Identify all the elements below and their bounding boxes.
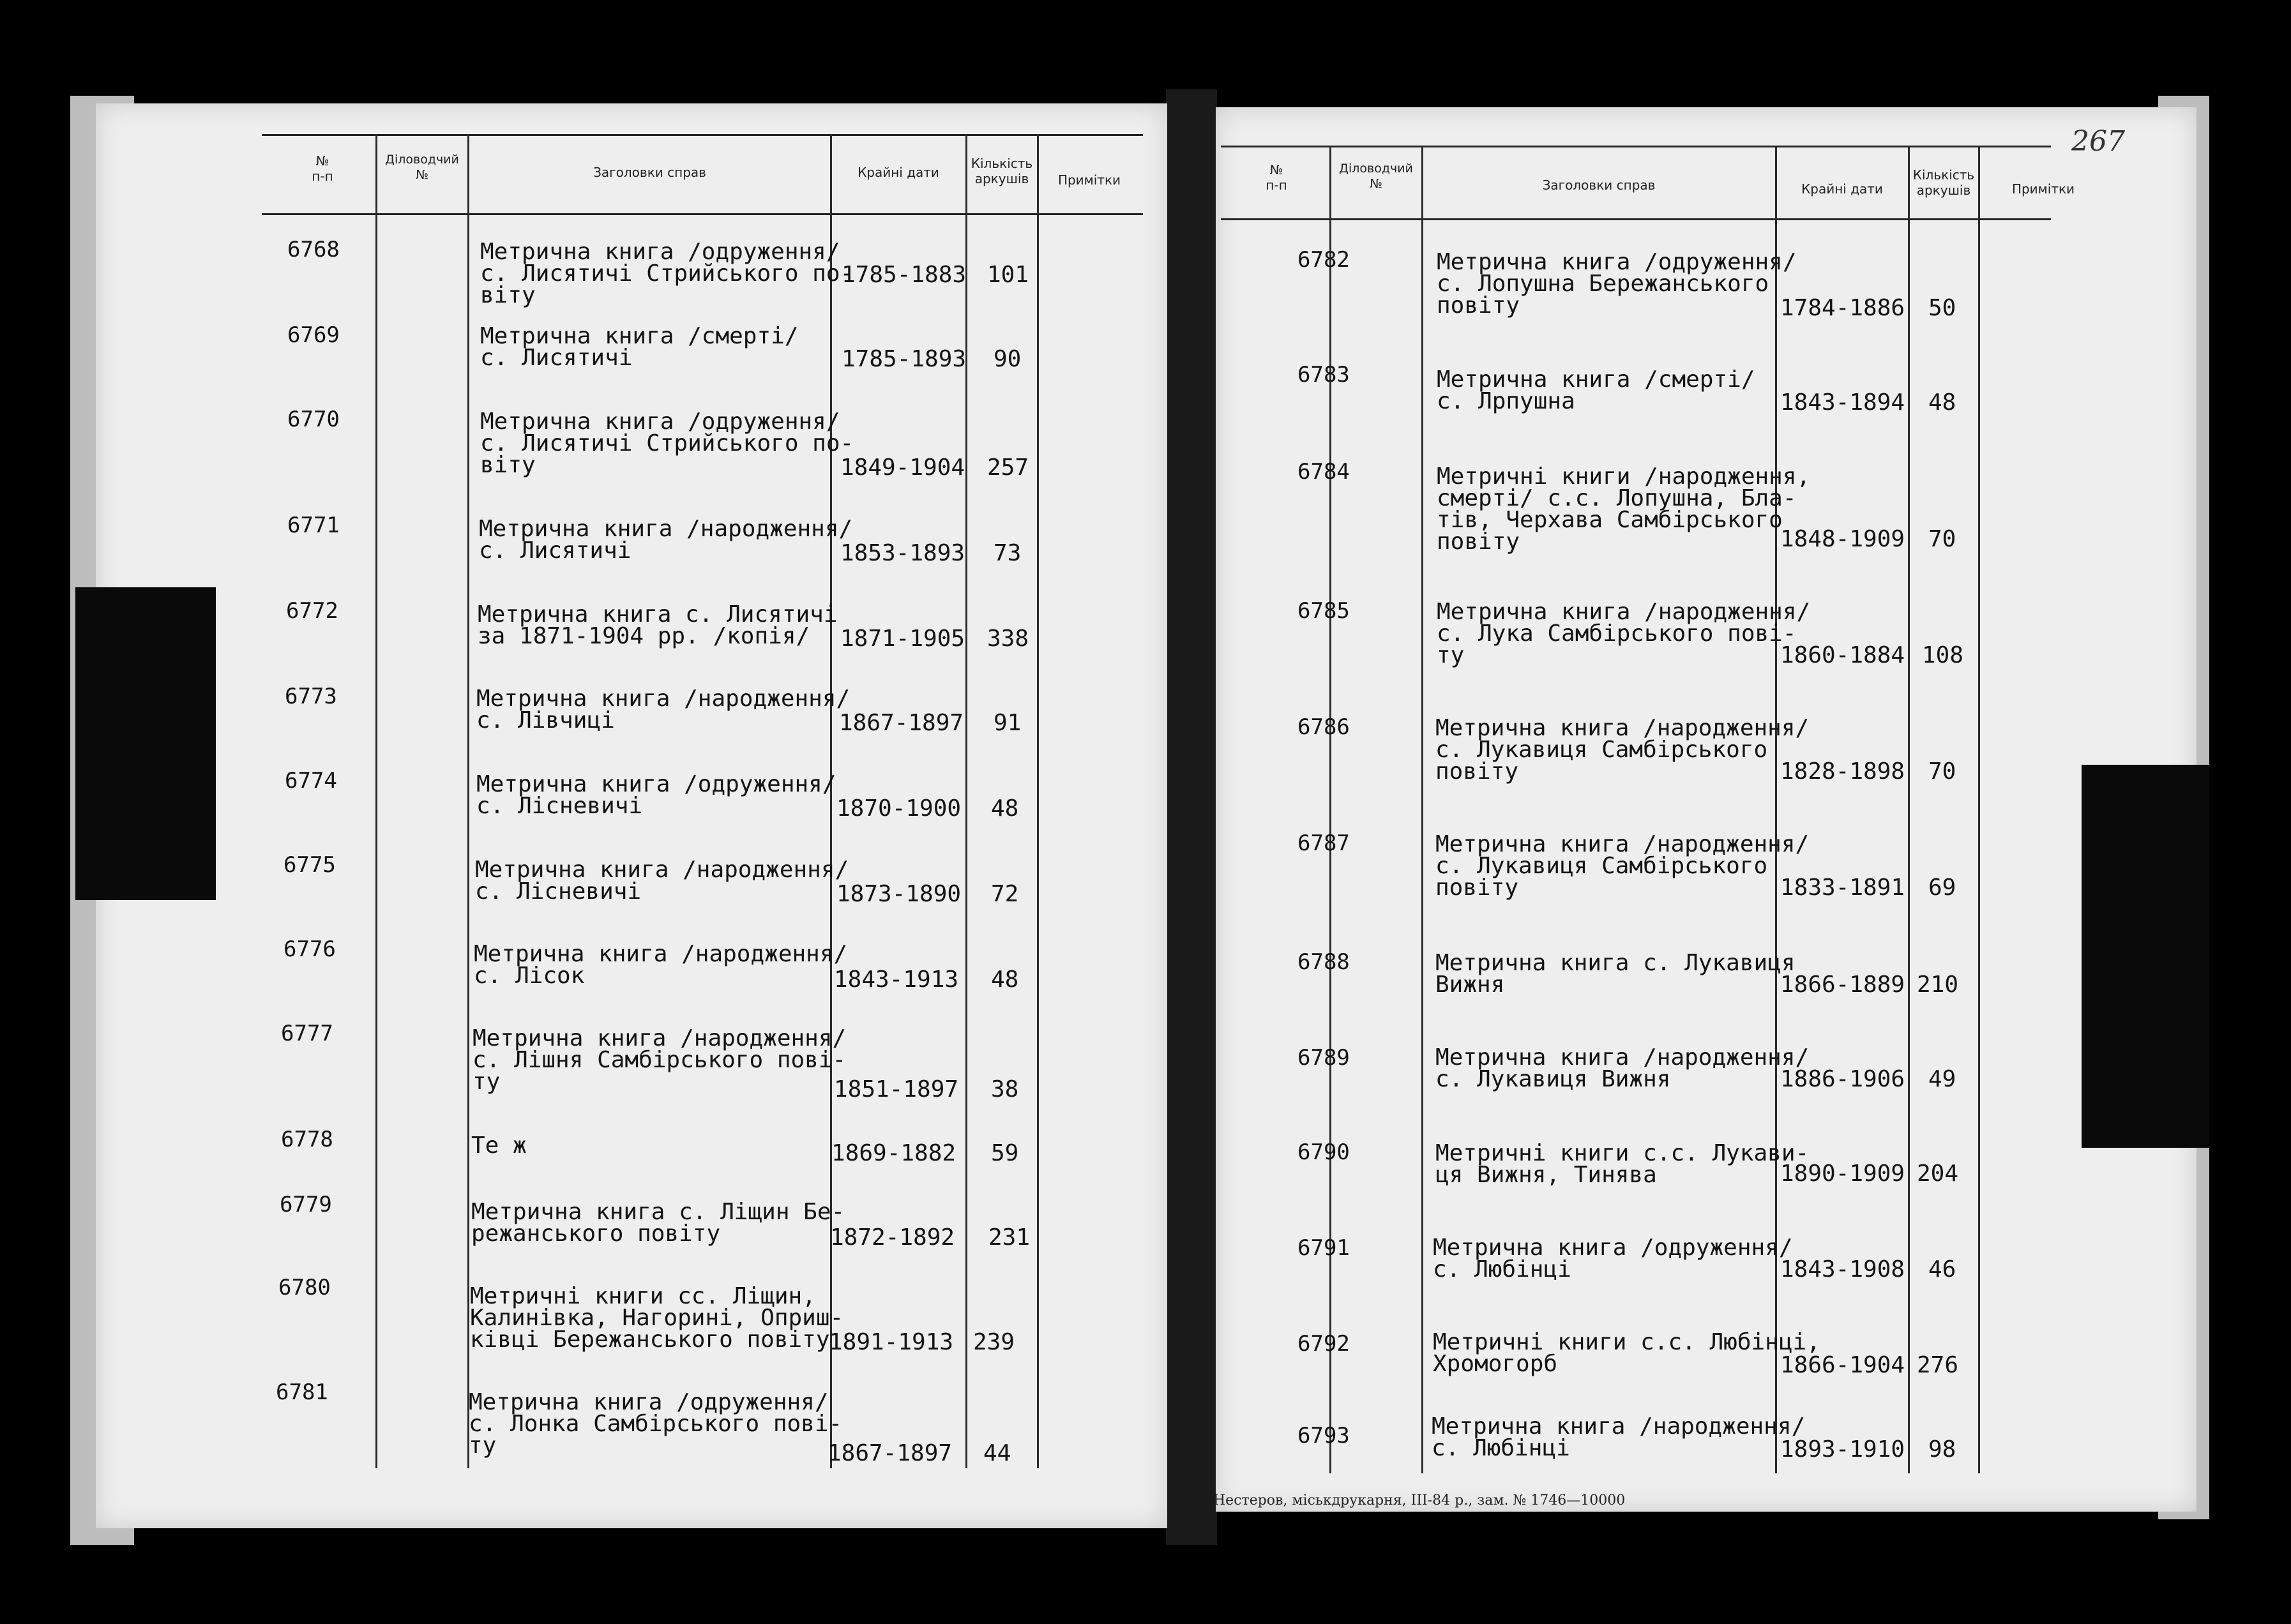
- row-dates: 1833-1891: [1780, 875, 1905, 901]
- row-count: 91: [994, 710, 1022, 736]
- row-title: Метричні книги с.с. Любінці, Хромогорб: [1433, 1329, 1820, 1377]
- row-title: Метрична книга с. Ліщин Бе- режанського повіту: [471, 1199, 845, 1247]
- header-title: Заголовки справ: [593, 165, 706, 180]
- row-count: 48: [991, 795, 1019, 822]
- row-number: 6786: [1297, 714, 1350, 740]
- row-title: Метрична книга /народження/ с. Лукавиця Вижня: [1435, 1044, 1810, 1092]
- row-count: 108: [1922, 642, 1964, 668]
- row-dates: 1891-1913: [829, 1329, 954, 1355]
- header-num: № п-п: [312, 153, 333, 184]
- row-number: 6774: [285, 768, 337, 793]
- row-count: 101: [987, 262, 1029, 288]
- row-title: Метрична книга /одруження/ с. Лисятичі Стрийського по- віту: [480, 239, 854, 308]
- row-dates: 1873-1890: [836, 881, 962, 907]
- header-dates: Крайні дати: [858, 165, 939, 180]
- left-col-divider: [1037, 134, 1039, 1468]
- row-dates: 1848-1909: [1780, 526, 1905, 552]
- right-page-tab: [2082, 765, 2209, 1148]
- header-notes: Примітки: [2011, 181, 2075, 197]
- row-number: 6776: [284, 936, 336, 962]
- header-num: № п-п: [1266, 162, 1287, 193]
- row-title: Метрична книга /смерті/ с. Лрпушна: [1437, 366, 1755, 414]
- row-number: 6772: [286, 598, 338, 624]
- row-dates: 1843-1908: [1780, 1256, 1905, 1282]
- row-dates: 1843-1913: [834, 966, 959, 993]
- row-number: 6783: [1297, 362, 1350, 387]
- row-number: 6771: [287, 513, 340, 538]
- row-count: 231: [988, 1224, 1031, 1251]
- left-col-divider: [467, 134, 469, 1468]
- row-dates: 1869-1882: [831, 1140, 956, 1166]
- row-dates: 1784-1886: [1780, 295, 1905, 321]
- row-title: Метрична книга с. Лукавиця Вижня: [1435, 950, 1796, 998]
- row-dates: 1866-1904: [1780, 1352, 1905, 1378]
- row-title: Метрична книга /смерті/ с. Лисятичі: [480, 323, 799, 371]
- row-title: Метрична книга /народження/ с. Лисятичі: [479, 516, 853, 564]
- row-title: Метрична книга /одруження/ с. Лісневичі: [476, 771, 836, 819]
- row-dates: 1867-1897: [839, 710, 964, 736]
- row-count: 48: [991, 966, 1019, 993]
- row-number: 6785: [1297, 598, 1350, 624]
- row-count: 204: [1917, 1161, 1959, 1187]
- row-dates: 1893-1910: [1780, 1436, 1905, 1462]
- row-number: 6775: [284, 852, 336, 878]
- right-col-divider: [1908, 146, 1910, 1473]
- row-number: 6781: [276, 1380, 328, 1405]
- header-dates: Крайні дати: [1801, 181, 1883, 197]
- header-title: Заголовки справ: [1542, 177, 1656, 193]
- row-count: 98: [1928, 1436, 1956, 1462]
- left-header-bottom-line: [262, 213, 1143, 215]
- row-count: 50: [1928, 295, 1956, 321]
- row-number: 6768: [287, 237, 340, 262]
- row-dates: 1872-1892: [830, 1224, 955, 1251]
- row-dates: 1785-1893: [842, 346, 967, 372]
- row-number: 6793: [1297, 1423, 1350, 1448]
- row-title: Метрична книга /народження/ с. Любінці: [1432, 1413, 1806, 1461]
- right-header-bottom-line: [1221, 218, 2051, 220]
- right-page: [1216, 107, 2196, 1512]
- row-count: 239: [973, 1329, 1015, 1355]
- row-count: 70: [1928, 526, 1956, 552]
- right-col-divider: [1421, 146, 1423, 1473]
- page-number: 267: [2071, 125, 2125, 158]
- row-number: 6777: [281, 1021, 333, 1046]
- row-title: Метрична книга /народження/ с. Лівчиці: [476, 686, 851, 733]
- left-col-divider: [965, 134, 967, 1468]
- row-title: Метричні книги с.с. Лукави- ця Вижня, Тинява: [1435, 1140, 1810, 1188]
- row-dates: 1853-1893: [840, 540, 965, 566]
- left-header-top-line: [262, 134, 1143, 136]
- right-col-divider: [1329, 146, 1331, 1473]
- header-clerk: Діловодчий №: [385, 153, 459, 182]
- row-dates: 1849-1904: [840, 455, 965, 481]
- row-number: 6789: [1297, 1045, 1350, 1071]
- row-dates: 1890-1909: [1780, 1161, 1905, 1187]
- row-dates: 1866-1889: [1780, 972, 1905, 998]
- row-title: Метрична книга /народження/ с. Лісок: [474, 941, 848, 989]
- row-title: Метрична книга /одруження/ с. Лопушна Бережанського повіту: [1437, 249, 1797, 319]
- row-dates: 1851-1897: [834, 1076, 959, 1102]
- row-number: 6791: [1297, 1235, 1350, 1261]
- row-count: 257: [987, 455, 1029, 481]
- row-count: 210: [1917, 972, 1959, 998]
- row-count: 59: [991, 1140, 1019, 1166]
- book-gutter: [1166, 89, 1217, 1545]
- header-count: Кількість аркушів: [1912, 167, 1975, 198]
- row-dates: 1785-1883: [842, 262, 967, 288]
- row-count: 69: [1928, 875, 1956, 901]
- row-count: 49: [1928, 1066, 1956, 1092]
- row-dates: 1871-1905: [840, 626, 965, 652]
- row-number: 6780: [278, 1275, 331, 1300]
- row-count: 44: [983, 1440, 1011, 1466]
- row-number: 6782: [1297, 247, 1350, 273]
- row-number: 6773: [285, 684, 337, 709]
- row-title: Метрична книга /одруження/ с. Лонка Самбірського пові- ту: [469, 1389, 843, 1459]
- row-number: 6790: [1297, 1139, 1350, 1165]
- row-number: 6769: [287, 322, 340, 348]
- printer-imprint: Нестеров, міськдрукарня, ІІІ-84 р., зам. № 1746—10000: [1213, 1492, 1626, 1508]
- row-dates: 1828-1898: [1780, 758, 1905, 785]
- row-number: 6770: [287, 407, 340, 432]
- row-number: 6788: [1297, 949, 1350, 975]
- header-count: Кількість аркушів: [971, 156, 1033, 186]
- header-notes: Примітки: [1057, 172, 1121, 188]
- row-count: 90: [994, 346, 1022, 372]
- row-number: 6792: [1297, 1331, 1350, 1357]
- row-count: 73: [994, 540, 1022, 566]
- row-number: 6778: [281, 1127, 333, 1152]
- left-page-tab: [75, 587, 216, 900]
- row-count: 338: [987, 626, 1029, 652]
- row-title: Метрична книга /одруження/ с. Лисятичі Стрийського по- віту: [480, 409, 854, 478]
- row-number: 6787: [1297, 831, 1350, 856]
- row-count: 38: [991, 1076, 1019, 1102]
- row-dates: 1870-1900: [836, 795, 962, 822]
- row-count: 72: [991, 881, 1019, 907]
- row-number: 6784: [1297, 459, 1350, 485]
- row-number: 6779: [280, 1192, 332, 1217]
- row-title: Метрична книга /народження/ с. Лішня Самбірського пові- ту: [473, 1025, 847, 1095]
- row-title: Метричні книги сс. Ліщин, Калинівка, Нагорині, Оприш- ківці Бережанського повіту: [470, 1283, 844, 1353]
- row-title: Метрична книга /народження/ с. Лукавиця Самбірського повіту: [1435, 831, 1810, 901]
- row-title: Те ж: [471, 1132, 527, 1159]
- row-count: 70: [1928, 758, 1956, 785]
- right-col-divider: [1978, 146, 1980, 1473]
- row-count: 276: [1917, 1352, 1959, 1378]
- row-dates: 1843-1894: [1780, 389, 1905, 416]
- row-title: Метрична книга /народження/ с. Лукавиця Самбірського повіту: [1435, 715, 1810, 785]
- row-title: Метрична книга /народження/ с. Лука Самбірського пові- ту: [1437, 599, 1811, 668]
- row-title: Метрична книга с. Лисятичі за 1871-1904 рр. /копія/: [478, 601, 838, 649]
- row-title: Метрична книга /одруження/ с. Любінці: [1433, 1235, 1793, 1282]
- row-count: 48: [1928, 389, 1956, 416]
- header-clerk: Діловодчий №: [1339, 162, 1413, 191]
- row-dates: 1886-1906: [1780, 1066, 1905, 1092]
- right-header-top-line: [1221, 146, 2051, 147]
- row-dates: 1867-1897: [828, 1440, 953, 1466]
- row-title: Метричні книги /народження, смерті/ с.с. Лопушна, Бла- тів, Черхава Самбірського повіту: [1437, 463, 1811, 555]
- left-col-divider: [375, 134, 377, 1468]
- row-dates: 1860-1884: [1780, 642, 1905, 668]
- row-count: 46: [1928, 1256, 1956, 1282]
- row-title: Метрична книга /народження/ с. Лісневичі: [475, 857, 849, 905]
